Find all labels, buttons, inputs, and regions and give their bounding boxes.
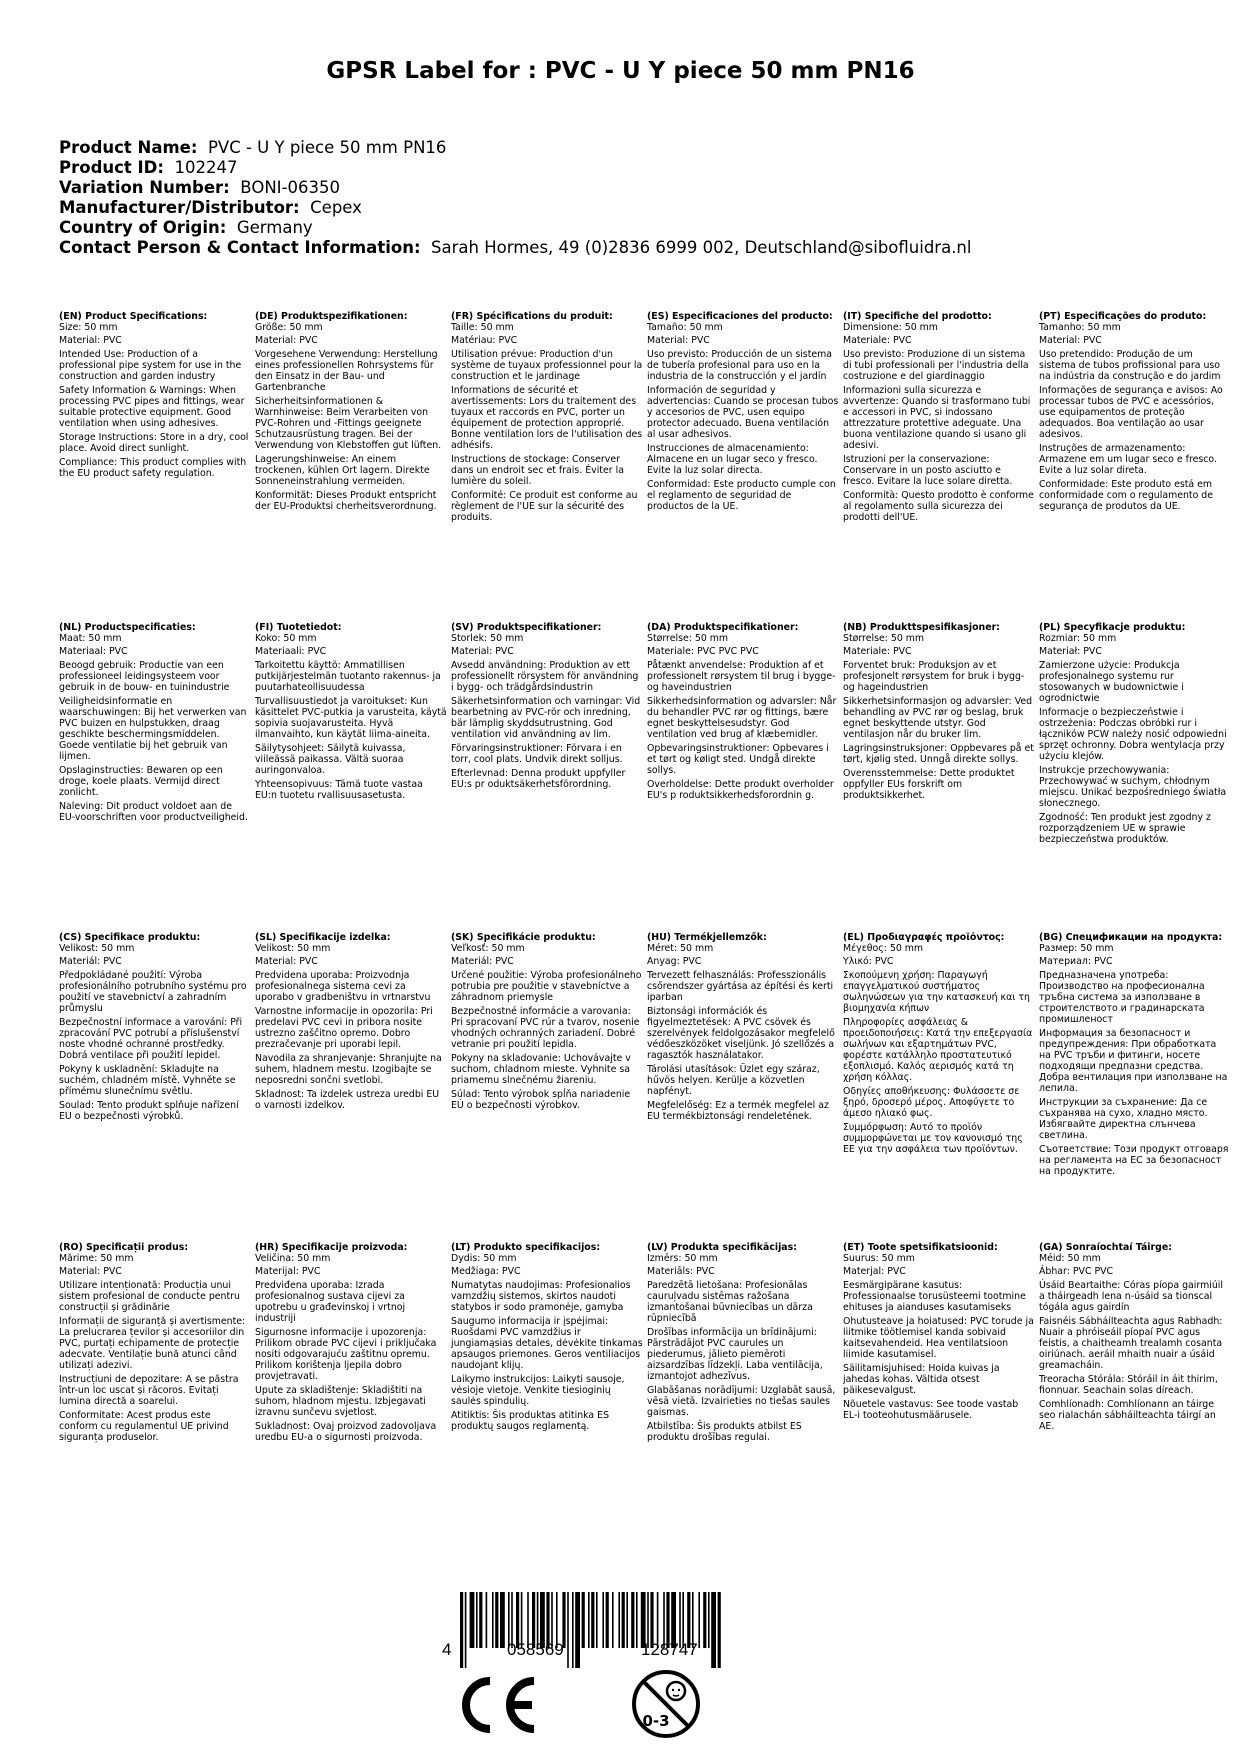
manufacturer-row — [59, 198, 971, 218]
spec-line: Materiaali: PVC — [255, 646, 327, 657]
spec-block — [647, 311, 839, 515]
spec-line: Información de seguridad y advertencias: Cuando se procesan tubos y accesorios de PVC, usen equipo protector adecuado. Buena ventilación al usar adhesivos. — [647, 385, 839, 440]
spec-block — [1039, 622, 1231, 848]
spec-line: Bezpečnostní informace a varování: Při zpracování PVC potrubí a příslušenství noste vhodné ochranné prostředky. Dobrá ventilace při použití lepidel. — [59, 1017, 243, 1061]
barcode-bar — [460, 1592, 463, 1668]
spec-heading: (NB) Produkttspesifikasjoner: — [843, 622, 1000, 633]
spec-heading: (SV) Produktspecifikationer: — [451, 622, 602, 633]
spec-block — [255, 622, 447, 804]
spec-block — [59, 622, 251, 826]
spec-line: Istruzioni per la conservazione: Conservare in un posto asciutto e fresco. Evitare la luce solare diretta. — [843, 454, 1013, 487]
barcode-bar — [626, 1592, 628, 1648]
barcode-bar — [698, 1592, 700, 1648]
variation-label: Variation Number: — [59, 178, 230, 197]
spec-line: Material: PVC — [647, 335, 710, 346]
barcode-bar — [612, 1592, 614, 1648]
barcode-bar — [636, 1592, 638, 1648]
spec-line: Conformità: Questo prodotto è conforme al regolamento sulla sicurezza dei prodotti dell'UE. — [843, 490, 1034, 523]
spec-line: Predvidena uporaba: Proizvodnja profesionalnega sistema cevi za uporabo v gradbeništvu in vrtnarstvu — [255, 970, 431, 1003]
spec-line: Veiligheidsinformatie en waarschuwingen: Bij het verwerken van PVC buizen en hulpstukken, draag geschikte beschermingsmiddelen. Goede ventilatie bij het gebruik van lijmen. — [59, 696, 247, 762]
product-id-row — [59, 158, 971, 178]
spec-line: Tamanho: 50 mm — [1039, 322, 1121, 333]
spec-line: Instrukcje przechowywania: Przechowywać w suchym, chłodnym miejscu. Unikać bezpośredniego światła słonecznego. — [1039, 765, 1227, 809]
barcode-bar — [572, 1592, 574, 1668]
spec-line: Utilizare intenționată: Producția unui sistem profesional de conducte pentru construcții și grădinărie — [59, 1280, 240, 1313]
spec-line: Conformidade: Este produto está em conformidade com o regulamento de segurança de produtos da UE. — [1039, 479, 1214, 512]
spec-line: Anyag: PVC — [647, 956, 702, 967]
spec-line: Materiale: PVC — [843, 335, 912, 346]
spec-line: Compliance: This product complies with the EU product safety regulation. — [59, 457, 247, 479]
barcode-bar — [582, 1592, 585, 1648]
spec-line: Material: PVC — [451, 646, 514, 657]
spec-block — [843, 1242, 1035, 1424]
spec-line: Drošības informācija un brīdinājumi: Pārstrādājot PVC caurules un piederumus, jālieto piemēroti aizsardzības līdzekļi. Laba ventilācija, izmantojot adhezīvus. — [647, 1327, 823, 1382]
spec-line: Инструкции за съхранение: Да се съхранява на сухо, хладно място. Избягвайте директна слънчева светлина. — [1039, 1097, 1208, 1141]
spec-line: Suurus: 50 mm — [843, 1253, 915, 1264]
spec-heading: (GA) Sonraíochtaí Táirge: — [1039, 1242, 1172, 1253]
spec-line: Ohutusteave ja hoiatused: PVC torude ja liitmike töötlemisel kanda sobivaid kaitsevahendeid. Hea ventilatsioon liimide kasutamisel. — [843, 1316, 1034, 1360]
origin-value: Germany — [236, 218, 313, 237]
spec-heading: (DA) Produktspecifikationer: — [647, 622, 799, 633]
spec-line: Материал: PVC — [1039, 956, 1113, 967]
spec-block — [843, 311, 1035, 526]
spec-line: Comhlíonadh: Comhlíonann an táirge seo rialachán sábháilteachta táirgí an AE. — [1039, 1399, 1216, 1432]
spec-heading: (SL) Specifikacije izdelka: — [255, 932, 391, 943]
spec-line: Συμμόρφωση: Αυτό το προϊόν συμμορφώνεται με τον κανονισμό της ΕΕ για την ασφάλεια των προϊόντων. — [843, 1122, 1023, 1155]
spec-line: Izmērs: 50 mm — [647, 1253, 718, 1264]
spec-line: Atitiktis: Šis produktas atitinka ES produktų saugos reglamentą. — [451, 1410, 610, 1432]
barcode-bar — [500, 1592, 505, 1648]
spec-line: Materiale: PVC PVC PVC — [647, 646, 759, 657]
spec-line: Οδηγίες αποθήκευσης: Φυλάσσετε σε ξηρό, δροσερό μέρος. Αποφύγετε το άμεσο ηλιακό φως. — [843, 1086, 1020, 1119]
spec-line: Faisnéis Sábháilteachta agus Rabhadh: Nuair a phróiseáil píopaí PVC agus feistis, a chaitheamh trealamh cosanta oiriúnach. aeráil mhaith nuair a úsáid greamacháin. — [1039, 1316, 1223, 1371]
spec-line: Υλικό: PVC — [843, 956, 894, 967]
spec-line: Conformidad: Este producto cumple con el reglamento de seguridad de productos de la UE. — [647, 479, 836, 512]
spec-line: Skladnost: Ta izdelek ustreza uredbi EU o varnosti izdelkov. — [255, 1089, 440, 1111]
spec-line: Uso previsto: Producción de un sistema de tubería profesional para uso en la industria de la construcción y el jardín — [647, 349, 833, 382]
spec-block — [451, 1242, 643, 1435]
spec-block — [843, 932, 1035, 1158]
spec-line: Turvallisuustiedot ja varoitukset: Kun käsittelet PVC-putkia ja varusteita, käytä sopivia suojavarusteita. Hyvä ilmanvaihto, kun käytät liima-aineita. — [255, 696, 447, 740]
spec-line: Paredzētā lietošana: Profesionālas cauruļvadu sistēmas ražošana izmantošanai būvniecības un dārza rūpniecībā — [647, 1280, 813, 1324]
spec-line: Koko: 50 mm — [255, 633, 317, 644]
origin-row — [59, 218, 971, 238]
spec-line: Opbevaringsinstruktioner: Opbevares i et tørt og køligt sted. Undgå direkte sollys. — [647, 743, 829, 776]
spec-line: Sikkerhedsinformation og advarsler: Når du behandler PVC rør og fittings, bære egnet beskyttelsesudstyr. God ventilation ved brug af klæbemidler. — [647, 696, 837, 740]
spec-line: Μέγεθος: 50 mm — [843, 943, 924, 954]
spec-line: Съответствие: Този продукт отговаря на регламента на ЕС за безопасност на продуктите. — [1039, 1144, 1229, 1177]
spec-line: Pokyny k uskladnění: Skladujte na suchém, chladném místě. Vyhněte se přímému slunečnímu světlu. — [59, 1064, 236, 1097]
spec-line: Materjal: PVC — [843, 1266, 906, 1277]
spec-line: Размер: 50 mm — [1039, 943, 1114, 954]
spec-line: Bezpečnostné informácie a varovania: Pri spracovaní PVC rúr a tvarov, nosenie vhodných ochranných zariadení. Dobré vetranie pri použití lepidla. — [451, 1006, 640, 1050]
spec-heading: (SK) Špecifikácie produktu: — [451, 932, 596, 943]
spec-line: Påtænkt anvendelse: Produktion af et professionelt rørsystem til brug i bygge- og haveindustrien — [647, 660, 836, 693]
spec-line: Предназначена употреба: Производство на професионална тръбна система за използване в строителството и градинарската промишленост — [1039, 970, 1205, 1025]
spec-line: Dimensione: 50 mm — [843, 322, 938, 333]
spec-line: Saugumo informacija ir įspėjimai: Ruošdami PVC vamzdžius ir jungiamąsias detales, dėvėkite tinkamas apsaugos priemones. Geros ventiliacijos naudojant klijų. — [451, 1316, 643, 1371]
ce-mark-icon — [452, 1675, 538, 1735]
product-name-value: PVC - U Y piece 50 mm PN16 — [207, 138, 447, 157]
spec-line: Conformité: Ce produit est conforme au règlement de l'UE sur la sécurité des produits. — [451, 490, 638, 523]
barcode-bar — [495, 1592, 498, 1648]
spec-line: Predviđena uporaba: Izrada profesionalnog sustava cijevi za upotrebu u građevinskoj i vrtnoj industriji — [255, 1280, 406, 1324]
spec-heading: (LV) Produkta specifikācijas: — [647, 1242, 797, 1253]
manufacturer-label: Manufacturer/Distributor: — [59, 198, 300, 217]
spec-line: Instructions de stockage: Conserver dans un endroit sec et frais. Éviter la lumière du soleil. — [451, 454, 624, 487]
contact-value: Sarah Hormes, 49 (0)2836 6999 002, Deutschland@sibofluidra.nl — [431, 238, 972, 257]
spec-line: Størrelse: 50 mm — [843, 633, 925, 644]
spec-line: Opslaginstructies: Bewaren op een droge, koele plaats. Vermijd direct zonlicht. — [59, 765, 223, 798]
spec-line: Material: PVC — [1039, 335, 1102, 346]
spec-line: Intended Use: Production of a professional pipe system for use in the construction and garden industry — [59, 349, 242, 382]
spec-line: Súlad: Tento výrobok spĺňa nariadenie EÚ o bezpečnosti výrobkov. — [451, 1089, 631, 1111]
spec-line: Utilisation prévue: Production d'un système de tuyaux professionnel pour la construction et le jardinage — [451, 349, 643, 382]
spec-line: Material: PVC — [59, 335, 122, 346]
spec-line: Uso previsto: Produzione di un sistema di tubi professionali per l'industria della costruzione e del giardinaggio — [843, 349, 1029, 382]
spec-line: Materiaal: PVC — [59, 646, 128, 657]
spec-line: Navodila za shranjevanje: Shranjujte na suhem, hladnem mestu. Izogibajte se neposredni sončni svetlobi. — [255, 1053, 442, 1086]
spec-line: Informações de segurança e avisos: Ao processar tubos de PVC e acessórios, use equipamentos de proteção adequados. Boa ventilação ao usar adesivos. — [1039, 385, 1223, 440]
spec-block — [59, 1242, 251, 1446]
spec-line: Materiāls: PVC — [647, 1266, 715, 1277]
spec-line: Informații de siguranță și avertismente: La prelucrarea țevilor și accesoriilor din PVC, purtați echipamente de protecție adecvate. Ventilație bună atunci când utilizați adezivi. — [59, 1316, 246, 1371]
barcode — [440, 1592, 730, 1672]
spec-line: Lagringsinstruksjoner: Oppbevares på et tørt, kjølig sted. Unngå direkte sollys. — [843, 743, 1034, 765]
barcode-bar — [588, 1592, 590, 1648]
spec-heading: (BG) Спецификации на продукта: — [1039, 932, 1223, 943]
spec-line: Eesmärgipärane kasutus: Professionaalse torusüsteemi tootmine ehituses ja aianduses kasutamiseks — [843, 1280, 1026, 1313]
spec-line: Zgodność: Ten produkt jest zgodny z rozporządzeniem UE w sprawie bezpieczeństwa produktów. — [1039, 812, 1211, 845]
spec-line: Rozmiar: 50 mm — [1039, 633, 1117, 644]
barcode-bar — [591, 1592, 594, 1648]
spec-heading: (ES) Especificaciones del producto: — [647, 311, 833, 322]
product-id-label: Product ID: — [59, 158, 164, 177]
origin-label: Country of Origin: — [59, 218, 227, 237]
spec-block — [843, 622, 1035, 804]
spec-line: Úsáid Beartaithe: Córas píopa gairmiúil a tháirgeadh lena n-úsáid sa tionscal tógála agus gairdín — [1039, 1280, 1223, 1313]
manufacturer-value: Cepex — [310, 198, 362, 217]
spec-line: Conformitate: Acest produs este conform cu regulamentul UE privind siguranța produselor. — [59, 1410, 229, 1443]
spec-block — [647, 932, 839, 1125]
spec-line: Megfelelőség: Ez a termék megfelel az EU termékbiztonsági rendeletének. — [647, 1100, 829, 1122]
spec-heading: (ET) Toote spetsifikatsioonid: — [843, 1242, 998, 1253]
spec-heading: (NL) Productspecificaties: — [59, 622, 196, 633]
spec-line: Säilytysohjeet: Säilytä kuivassa, viileässä paikassa. Vältä suoraa auringonvaloa. — [255, 743, 406, 776]
product-name-label: Product Name: — [59, 138, 198, 157]
spec-line: Σκοπούμενη χρήση: Παραγωγή επαγγελματικού συστήματος σωληνώσεων για την κατασκευή και τη βιομηχανία κήπων — [843, 970, 1030, 1014]
spec-block — [647, 622, 839, 804]
spec-heading: (LT) Produkto specifikacijos: — [451, 1242, 601, 1253]
spec-heading: (DE) Produktspezifikationen: — [255, 311, 408, 322]
spec-block — [255, 1242, 447, 1446]
spec-heading: (EL) Προδιαγραφές προϊόντος: — [843, 932, 1005, 943]
spec-line: Naleving: Dit product voldoet aan de EU-voorschriften voor productveiligheid. — [59, 801, 248, 823]
spec-line: Medžiaga: PVC — [451, 1266, 521, 1277]
spec-block — [451, 622, 643, 793]
product-id-value: 102247 — [174, 158, 238, 177]
spec-line: Sukladnost: Ovaj proizvod zadovoljava uredbu EU-a o sigurnosti proizvoda. — [255, 1421, 437, 1443]
spec-line: Vorgesehene Verwendung: Herstellung eines professionellen Rohrsystems für den Einsatz in der Bau- und Gartenbranche — [255, 349, 438, 393]
spec-line: Biztonsági információk és figyelmeztetések: A PVC csövek és szerelvények feldolgozásakor megfelelő védőeszközöket viseljünk. Jó szellőzés a ragasztók használatakor. — [647, 1006, 835, 1061]
spec-line: Tervezett felhasználás: Professzionális csőrendszer gyártása az építési és kerti iparban — [647, 970, 834, 1003]
spec-block — [1039, 311, 1231, 515]
variation-value: BONI-06350 — [240, 178, 340, 197]
spec-line: Veličina: 50 mm — [255, 1253, 331, 1264]
spec-line: Informations de sécurité et avertissements: Lors du traitement des tuyaux et raccords en PVC, porter un équipement de protection approprié. Bonne ventilation lors de l'utilisation des adhésifs. — [451, 385, 643, 451]
spec-line: Tamaño: 50 mm — [647, 322, 723, 333]
spec-line: Instrucțiuni de depozitare: A se păstra într-un loc uscat și răcoros. Evitați lumina directă a soarelui. — [59, 1374, 239, 1407]
barcode-bar — [602, 1592, 604, 1648]
spec-heading: (PL) Specyfikacje produktu: — [1039, 622, 1186, 633]
spec-line: Overholdelse: Dette produkt overholder EU's p roduktsikkerhedsforordnin g. — [647, 779, 834, 801]
spec-line: Safety Information & Warnings: When processing PVC pipes and fittings, wear suitable protective equipment. Good ventilation when using adhesives. — [59, 385, 245, 429]
spec-block — [451, 932, 643, 1114]
spec-line: Πληροφορίες ασφάλειας & προειδοποιήσεις: Κατά την επεξεργασία σωλήνων και εξαρτημάτων PVC, φορέστε κατάλληλο προστατευτικό εξοπλισμό. Καλός αερισμός κατά τη χρήση κόλλας. — [843, 1017, 1033, 1083]
spec-line: Mărime: 50 mm — [59, 1253, 134, 1264]
spec-line: Instrucciones de almacenamiento: Almacene en un lugar seco y fresco. Evite la luz solar directa. — [647, 443, 818, 476]
spec-line: Nõuetele vastavus: See toode vastab EL-i tooteohutusmäärusele. — [843, 1399, 1019, 1421]
contact-row — [59, 238, 971, 258]
spec-line: Velikost: 50 mm — [255, 943, 331, 954]
spec-line: Sigurnosne informacije i upozorenja: Prilikom obrade PVC cijevi i priključaka nositi odgovarajuću zaštitnu opremu. Prilikom korištenja ljepila dobro provjetravati. — [255, 1327, 437, 1382]
spec-line: Yhteensopivuus: Tämä tuote vastaa EU:n tuotetu rvallisuusasetusta. — [255, 779, 423, 801]
spec-heading: (HR) Specifikacije proizvoda: — [255, 1242, 408, 1253]
spec-line: Určené použitie: Výroba profesionálneho potrubia pre použitie v stavebníctve a záhradnom priemysle — [451, 970, 642, 1003]
spec-block — [1039, 1242, 1231, 1435]
spec-line: Størrelse: 50 mm — [647, 633, 729, 644]
barcode-bar — [618, 1592, 620, 1648]
spec-line: Förvaringsinstruktioner: Förvara i en torr, cool plats. Undvik direkt solljus. — [451, 743, 623, 765]
spec-line: Veľkosť: 50 mm — [451, 943, 525, 954]
spec-line: Materiál: PVC — [59, 956, 122, 967]
barcode-bar — [596, 1592, 598, 1648]
spec-line: Storage Instructions: Store in a dry, cool place. Avoid direct sunlight. — [59, 432, 249, 454]
spec-line: Numatytas naudojimas: Profesionalios vamzdžių sistemos, skirtos naudoti statybos ir sodo pramonėje, gamyba — [451, 1280, 631, 1313]
spec-heading: (CS) Specifikace produktu: — [59, 932, 201, 943]
spec-line: Avsedd användning: Produktion av ett professionellt rörsystem för användning i bygg- och trädgårdsindustrin — [451, 660, 639, 693]
barcode-bar — [711, 1592, 716, 1668]
spec-line: Materiał: PVC — [1039, 646, 1102, 657]
spec-line: Materiale: PVC — [843, 646, 912, 657]
spec-block — [59, 932, 251, 1125]
barcode-bar — [708, 1592, 710, 1648]
not-for-children-0-3-icon — [630, 1668, 702, 1740]
spec-heading: (HU) Termékjellemzők: — [647, 932, 767, 943]
spec-line: Size: 50 mm — [59, 322, 118, 333]
spec-line: Předpokládané použití: Výroba profesionálního potrubního systému pro použití ve stavebnictví a zahradním průmyslu — [59, 970, 247, 1014]
barcode-bar — [567, 1592, 569, 1668]
barcode-bar — [476, 1592, 478, 1648]
age-label: 0-3 — [642, 1712, 670, 1730]
spec-line: Soulad: Tento produkt splňuje nařízení EU o bezpečnosti výrobků. — [59, 1100, 239, 1122]
spec-line: Tárolási utasítások: Üzlet egy száraz, hűvös helyen. Kerülje a közvetlen napfényt. — [647, 1064, 820, 1097]
spec-line: Sicherheitsinformationen & Warnhinweise: Beim Verarbeiten von PVC-Rohren und -Fittings geeignete Schutzausrüstung tragen. Bei der Verwendung von Klebstoffen gut lüften. — [255, 396, 442, 451]
barcode-bar — [575, 1592, 580, 1668]
spec-line: Méret: 50 mm — [647, 943, 714, 954]
spec-line: Upute za skladištenje: Skladištiti na suhom, hladnom mjestu. Izbjegavati izravnu sunčevu svjetlost. — [255, 1385, 426, 1418]
spec-line: Dydis: 50 mm — [451, 1253, 517, 1264]
spec-line: Méid: 50 mm — [1039, 1253, 1101, 1264]
spec-line: Laikymo instrukcijos: Laikyti sausoje, vėsioje vietoje. Venkite tiesioginių saulės spindulių. — [451, 1374, 625, 1407]
spec-line: Informacje o bezpieczeństwie i ostrzeżenia: Podczas obróbki rur i łączników PCW należy nosić odpowiedni sprzęt ochronny. Dobra wentylacja przy użyciu klejów. — [1039, 707, 1227, 762]
spec-block — [59, 311, 251, 482]
spec-heading: (FI) Tuotetiedot: — [255, 622, 342, 633]
spec-line: Säilitamisjuhised: Hoida kuivas ja jahedas kohas. Vältida otsest päikesevalgust. — [843, 1363, 1000, 1396]
spec-line: Storlek: 50 mm — [451, 633, 524, 644]
barcode-bar — [479, 1592, 482, 1648]
barcode-bar — [492, 1592, 494, 1648]
spec-line: Konformität: Dieses Produkt entspricht der EU-Produktsi cherheitsverordnung. — [255, 490, 437, 512]
spec-block — [1039, 932, 1231, 1180]
spec-line: Uso pretendido: Produção de um sistema de tubos profissional para uso na indústria da construção e do jardim — [1039, 349, 1221, 382]
spec-line: Varnostne informacije in opozorila: Pri predelavi PVC cevi in pribora nosite ustrezno zaščitno opremo. Dobro prezračevanje pri uporabi lepil. — [255, 1006, 433, 1050]
barcode-bar — [465, 1592, 467, 1668]
spec-line: Material: PVC — [255, 335, 318, 346]
spec-heading: (FR) Spécifications du produit: — [451, 311, 613, 322]
spec-line: Materijal: PVC — [255, 1266, 321, 1277]
spec-line: Instruções de armazenamento: Armazene em um lugar seco e fresco. Evite a luz solar direta. — [1039, 443, 1217, 476]
spec-line: Taille: 50 mm — [451, 322, 514, 333]
spec-line: Maat: 50 mm — [59, 633, 122, 644]
spec-line: Atbilstība: Šis produkts atbilst ES produktu drošības regulai. — [647, 1421, 802, 1443]
spec-block — [255, 932, 447, 1114]
spec-line: Material: PVC — [255, 956, 318, 967]
spec-line: Zamierzone użycie: Produkcja profesjonalnego systemu rur stosowanych w budownictwie i ogrodnictwie — [1039, 660, 1184, 704]
spec-block — [255, 311, 447, 515]
page-title: GPSR Label for : PVC - U Y piece 50 mm PN16 — [326, 58, 915, 84]
barcode-bar — [486, 1592, 488, 1648]
spec-line: Overensstemmelse: Dette produktet oppfyller EUs forskrift om produktsikkerhet. — [843, 768, 1015, 801]
barcode-bar — [606, 1592, 609, 1648]
spec-heading: (IT) Specifiche del prodotto: — [843, 311, 992, 322]
product-info — [59, 138, 971, 258]
spec-line: Efterlevnad: Denna produkt uppfyller EU:s pr oduktsäkerhetsförordning. — [451, 768, 626, 790]
spec-line: Materiál: PVC — [451, 956, 514, 967]
spec-line: Информация за безопасност и предупреждения: При обработката на PVC тръби и фитинги, носете подходящи предпазни средства. Добра вентилация при използване на лепила. — [1039, 1028, 1228, 1094]
spec-line: Pokyny na skladovanie: Uchovávajte v suchom, chladnom mieste. Vyhnite sa priamemu slnečnému žiareniu. — [451, 1053, 631, 1086]
spec-line: Beoogd gebruik: Productie van een professioneel leidingsysteem voor gebruik in de bouw- en tuinindustrie — [59, 660, 230, 693]
barcode-bar — [718, 1592, 721, 1668]
variation-row — [59, 178, 971, 198]
spec-line: Tarkoitettu käyttö: Ammatillisen putkijärjestelmän tuotanto rakennus- ja puutarhateollisuudessa — [255, 660, 441, 693]
spec-line: Velikost: 50 mm — [59, 943, 135, 954]
spec-line: Matériau: PVC — [451, 335, 518, 346]
contact-label: Contact Person & Contact Information: — [59, 238, 421, 257]
spec-line: Ábhar: PVC PVC — [1039, 1266, 1114, 1277]
spec-block — [451, 311, 643, 526]
spec-line: Forventet bruk: Produksjon av et profesjonelt rørsystem for bruk i bygg- og hageindustrien — [843, 660, 1025, 693]
spec-heading: (EN) Product Specifications: — [59, 311, 208, 322]
product-name-row — [59, 138, 971, 158]
spec-line: Glabāšanas norādījumi: Uzglabāt sausā, vēsā vietā. Izvairieties no tiešas saules gaismas. — [647, 1385, 836, 1418]
spec-line: Lagerungshinweise: An einem trockenen, kühlen Ort lagern. Direkte Sonneneinstrahlung vermeiden. — [255, 454, 430, 487]
barcode-group-2: 128747 — [641, 1640, 698, 1659]
barcode-group-1: 058569 — [507, 1640, 564, 1659]
barcode-bar — [703, 1592, 706, 1648]
spec-line: Informazioni sulla sicurezza e avvertenze: Quando si trasformano tubi e accessori in PVC, si indossano attrezzature protettive adeguate. Una buona ventilazione quando si usano gli adesivi. — [843, 385, 1031, 451]
spec-line: Größe: 50 mm — [255, 322, 323, 333]
spec-block — [647, 1242, 839, 1446]
spec-line: Sikkerhetsinformasjon og advarsler: Ved behandling av PVC rør og beslag, bruk egnet beskyttende utstyr. God ventilasjon når du bruker lim. — [843, 696, 1033, 740]
spec-heading: (RO) Specificații produs: — [59, 1242, 189, 1253]
barcode-bar — [470, 1592, 475, 1648]
spec-heading: (PT) Especificações do produto: — [1039, 311, 1207, 322]
spec-line: Treoracha Stórála: Stóráil in áit thirim, fionnuar. Seachain solas díreach. — [1039, 1374, 1218, 1396]
spec-line: Material: PVC — [59, 1266, 122, 1277]
barcode-digit-first: 4 — [442, 1640, 452, 1659]
barcode-bar — [622, 1592, 625, 1648]
spec-line: Säkerhetsinformation och varningar: Vid bearbetning av PVC-rör och inredning, bär lämplig skyddsutrustning. God ventilation vid användning av lim. — [451, 696, 641, 740]
barcode-bar — [631, 1592, 634, 1648]
